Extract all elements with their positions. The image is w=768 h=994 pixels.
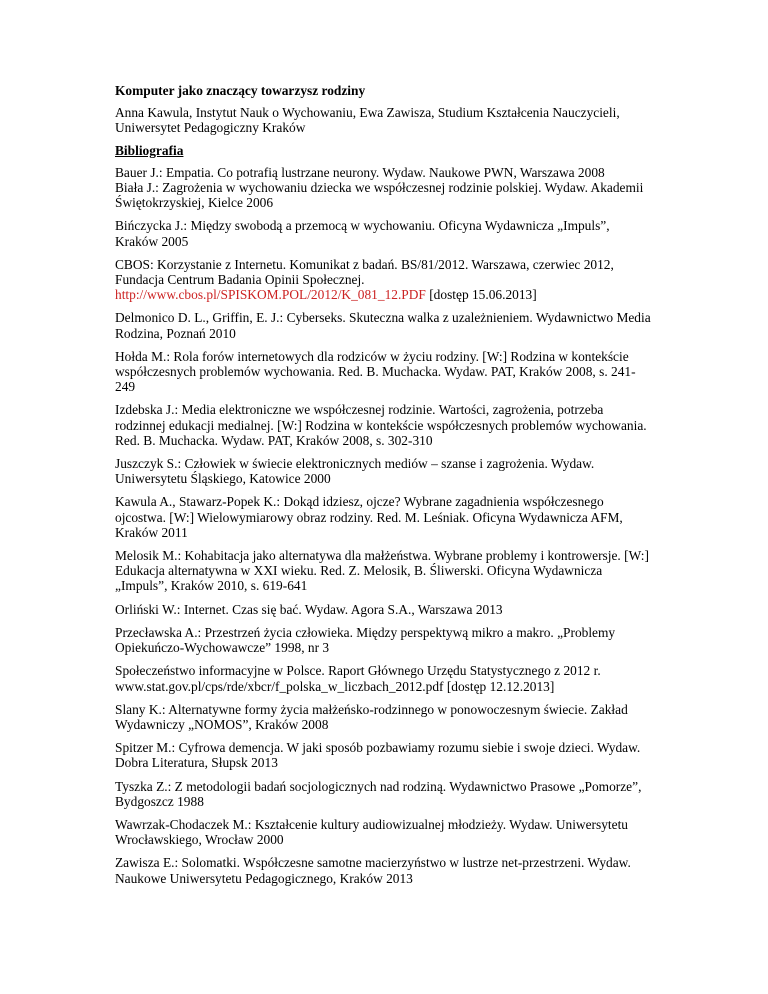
document-page xyxy=(115,83,655,894)
bibliography-entry: Izdebska J.: Media elektroniczne we współczesnej rodzinie. Wartości, zagrożenia, potrzeba rodzinnej edukacji medialnej. [W:] Rodzina w kontekście współczesnych problemów wychowania. Red. B. Muchacka. Wydaw. PAT, Kraków 2008, s. 302-310 xyxy=(115,402,647,448)
bibliography-entry: Kawula A., Stawarz-Popek K.: Dokąd idziesz, ojcze? Wybrane zagadnienia współczesnego ojcostwa. [W:] Wielowymiarowy obraz rodziny. Red. M. Leśniak. Oficyna Wydawnicza AFM, Kraków 2011 xyxy=(115,494,623,540)
bibliography-entry-access-date: [dostęp 15.06.2013] xyxy=(425,287,537,303)
bibliography-entry: Biała J.: Zagrożenia w wychowaniu dziecka we współczesnej rodzinie polskiej. Wydaw. Akademii Świętokrzyskiej, Kielce 2006 xyxy=(115,180,644,211)
bibliography-entry: Orliński W.: Internet. Czas się bać. Wydaw. Agora S.A., Warszawa 2013 xyxy=(115,601,503,617)
bibliography-entry-text: CBOS: Korzystanie z Internetu. Komunikat z badań. BS/81/2012. Warszawa, czerwiec 2012, Fundacja Centrum Badania Opinii Społecznej. xyxy=(115,256,614,288)
bibliography-entry: Tyszka Z.: Z metodologii badań socjologicznych nad rodziną. Wydawnictwo Prasowe „Pomorze”, Bydgoszcz 1988 xyxy=(115,778,642,809)
bibliography-entry: Melosik M.: Kohabitacja jako alternatywa dla małżeństwa. Wybrane problemy i kontrowersje. [W:] Edukacja alternatywna w XXI wieku. Red. Z. Melosik, B. Śliwerski. Oficyna Wydawnicza „Impuls”, Kraków 2010, s. 619-641 xyxy=(115,548,649,594)
bibliography-entry: Spitzer M.: Cyfrowa demencja. W jaki sposób pozbawiamy rozumu siebie i swoje dzieci. Wydaw. Dobra Literatura, Słupsk 2013 xyxy=(115,740,641,771)
bibliography-entry: Hołda M.: Rola forów internetowych dla rodziców w życiu rodziny. [W:] Rodzina w kontekście współczesnych problemów wychowania. Red. B. Muchacka. Wydaw. PAT, Kraków 2008, s. 241-249 xyxy=(115,348,636,395)
bibliography-heading: Bibliografia xyxy=(115,142,184,158)
bibliography-entry: Slany K.: Alternatywne formy życia małżeńsko-rodzinnego w ponowoczesnym świecie. Zakład Wydawniczy „NOMOS”, Kraków 2008 xyxy=(115,701,628,732)
bibliography-entry: Juszczyk S.: Człowiek w świecie elektronicznych mediów – szanse i zagrożenia. Wydaw. Uniwersytetu Śląskiego, Katowice 2000 xyxy=(115,456,595,487)
bibliography-entry: Delmonico D. L., Griffin, E. J.: Cyberseks. Skuteczna walka z uzależnieniem. Wydawnictwo Media Rodzina, Poznań 2010 xyxy=(115,310,651,341)
document-authors: Anna Kawula, Instytut Nauk o Wychowaniu, Ewa Zawisza, Studium Kształcenia Nauczycieli, Uniwersytet Pedagogiczny Kraków xyxy=(115,105,620,136)
bibliography-entry: Bauer J.: Empatia. Co potrafią lustrzane neurony. Wydaw. Naukowe PWN, Warszawa 2008 xyxy=(115,164,605,180)
bibliography-entry: Zawisza E.: Solomatki. Współczesne samotne macierzyństwo w lustrze net-przestrzeni. Wydaw. Naukowe Uniwersytetu Pedagogicznego, Kraków 2013 xyxy=(115,855,631,886)
bibliography-entry: Przecławska A.: Przestrzeń życia człowieka. Między perspektywą mikro a makro. „Problemy Opiekuńczo-Wychowawcze” 1998, nr 3 xyxy=(115,624,616,656)
document-title: Komputer jako znaczący towarzysz rodziny xyxy=(115,83,366,98)
bibliography-entry: Społeczeństwo informacyjne w Polsce. Raport Głównego Urzędu Statystycznego z 2012 r. www.stat.gov.pl/cps/rde/xbcr/f_polska_w_liczbach_2012.pdf [dostęp 12.12.2013] xyxy=(115,663,601,694)
bibliography-entry xyxy=(115,257,655,303)
cbos-report-link[interactable]: http://www.cbos.pl/SPISKOM.POL/2012/K_081_12.PDF xyxy=(115,287,426,303)
bibliography-entry: Bińczycka J.: Między swobodą a przemocą w wychowaniu. Oficyna Wydawnicza „Impuls”, Kraków 2005 xyxy=(115,218,610,249)
bibliography-entry: Wawrzak-Chodaczek M.: Kształcenie kultury audiowizualnej młodzieży. Wydaw. Uniwersytetu Wrocławskiego, Wrocław 2000 xyxy=(115,816,628,848)
